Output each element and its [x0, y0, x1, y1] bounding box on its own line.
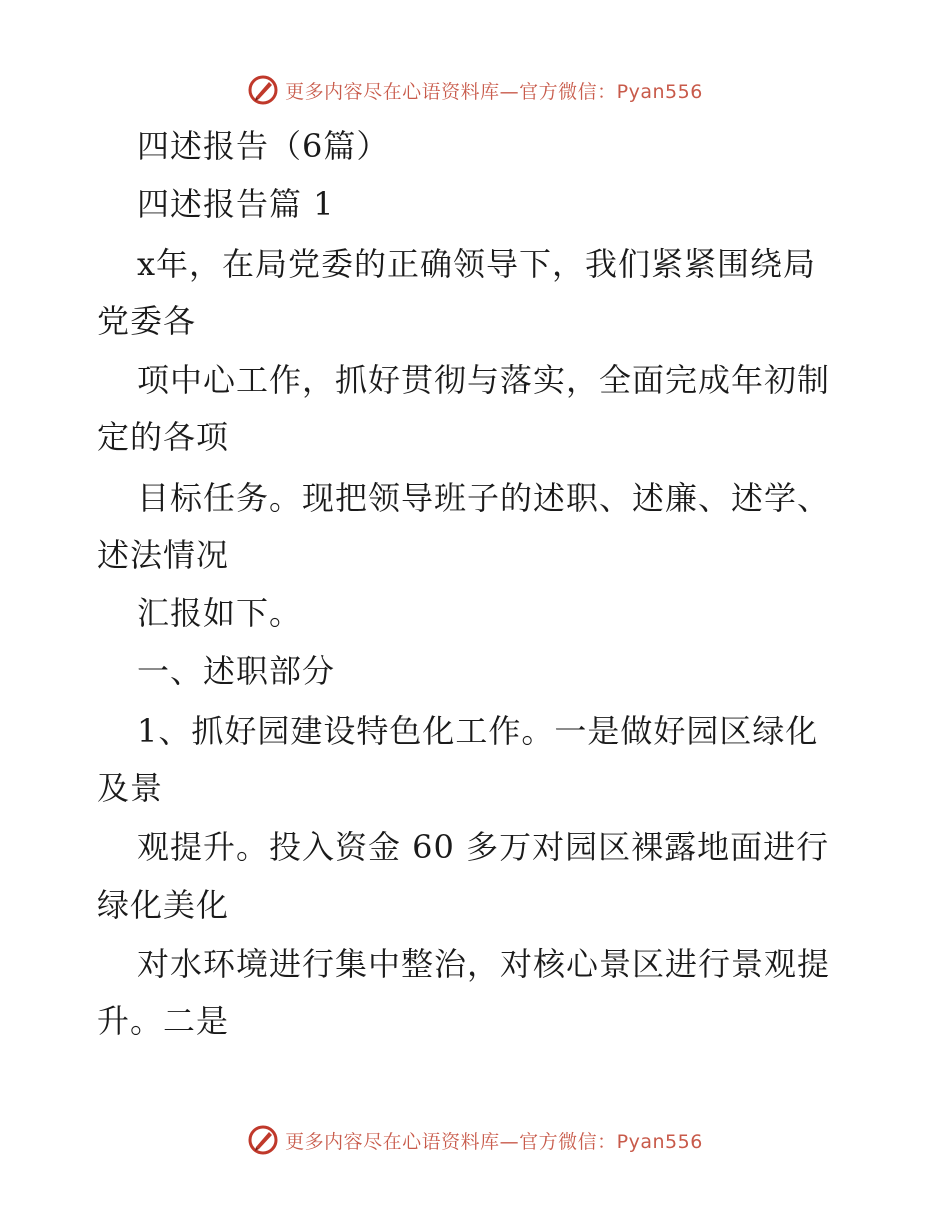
footer-watermark	[0, 1120, 950, 1160]
section-heading: 四述报告篇 1	[137, 185, 335, 223]
document-title: 四述报告（6篇）	[137, 127, 390, 165]
paragraph-line: 述法情况	[97, 536, 230, 574]
paragraph-line: x年，在局党委的正确领导下，我们紧紧围绕局	[137, 245, 817, 283]
paragraph-line: 定的各项	[97, 418, 230, 456]
paragraph-line: 升。二是	[97, 1002, 230, 1040]
paragraph-line: 1、抓好园建设特色化工作。一是做好园区绿化	[137, 712, 819, 750]
pen-logo-icon	[247, 74, 279, 106]
paragraph-line: 及景	[97, 769, 164, 807]
paragraph-line: 绿化美化	[97, 886, 230, 924]
paragraph-line: 汇报如下。	[137, 594, 303, 632]
pen-logo-icon	[247, 1124, 279, 1156]
paragraph-line: 对水环境进行集中整治，对核心景区进行景观提	[137, 945, 831, 983]
paragraph-line: 观提升。投入资金 60 多万对园区裸露地面进行	[137, 828, 830, 866]
paragraph-line: 项中心工作，抓好贯彻与落实，全面完成年初制	[137, 361, 831, 399]
paragraph-line: 党委各	[97, 302, 197, 340]
paragraph-line: 目标任务。现把领导班子的述职、述廉、述学、	[137, 479, 831, 517]
header-watermark	[0, 70, 950, 110]
section-heading: 一、述职部分	[137, 652, 336, 690]
watermark-text: 更多内容尽在心语资料库—官方微信：Pyan556	[285, 1130, 703, 1153]
watermark-text: 更多内容尽在心语资料库—官方微信：Pyan556	[285, 80, 703, 103]
